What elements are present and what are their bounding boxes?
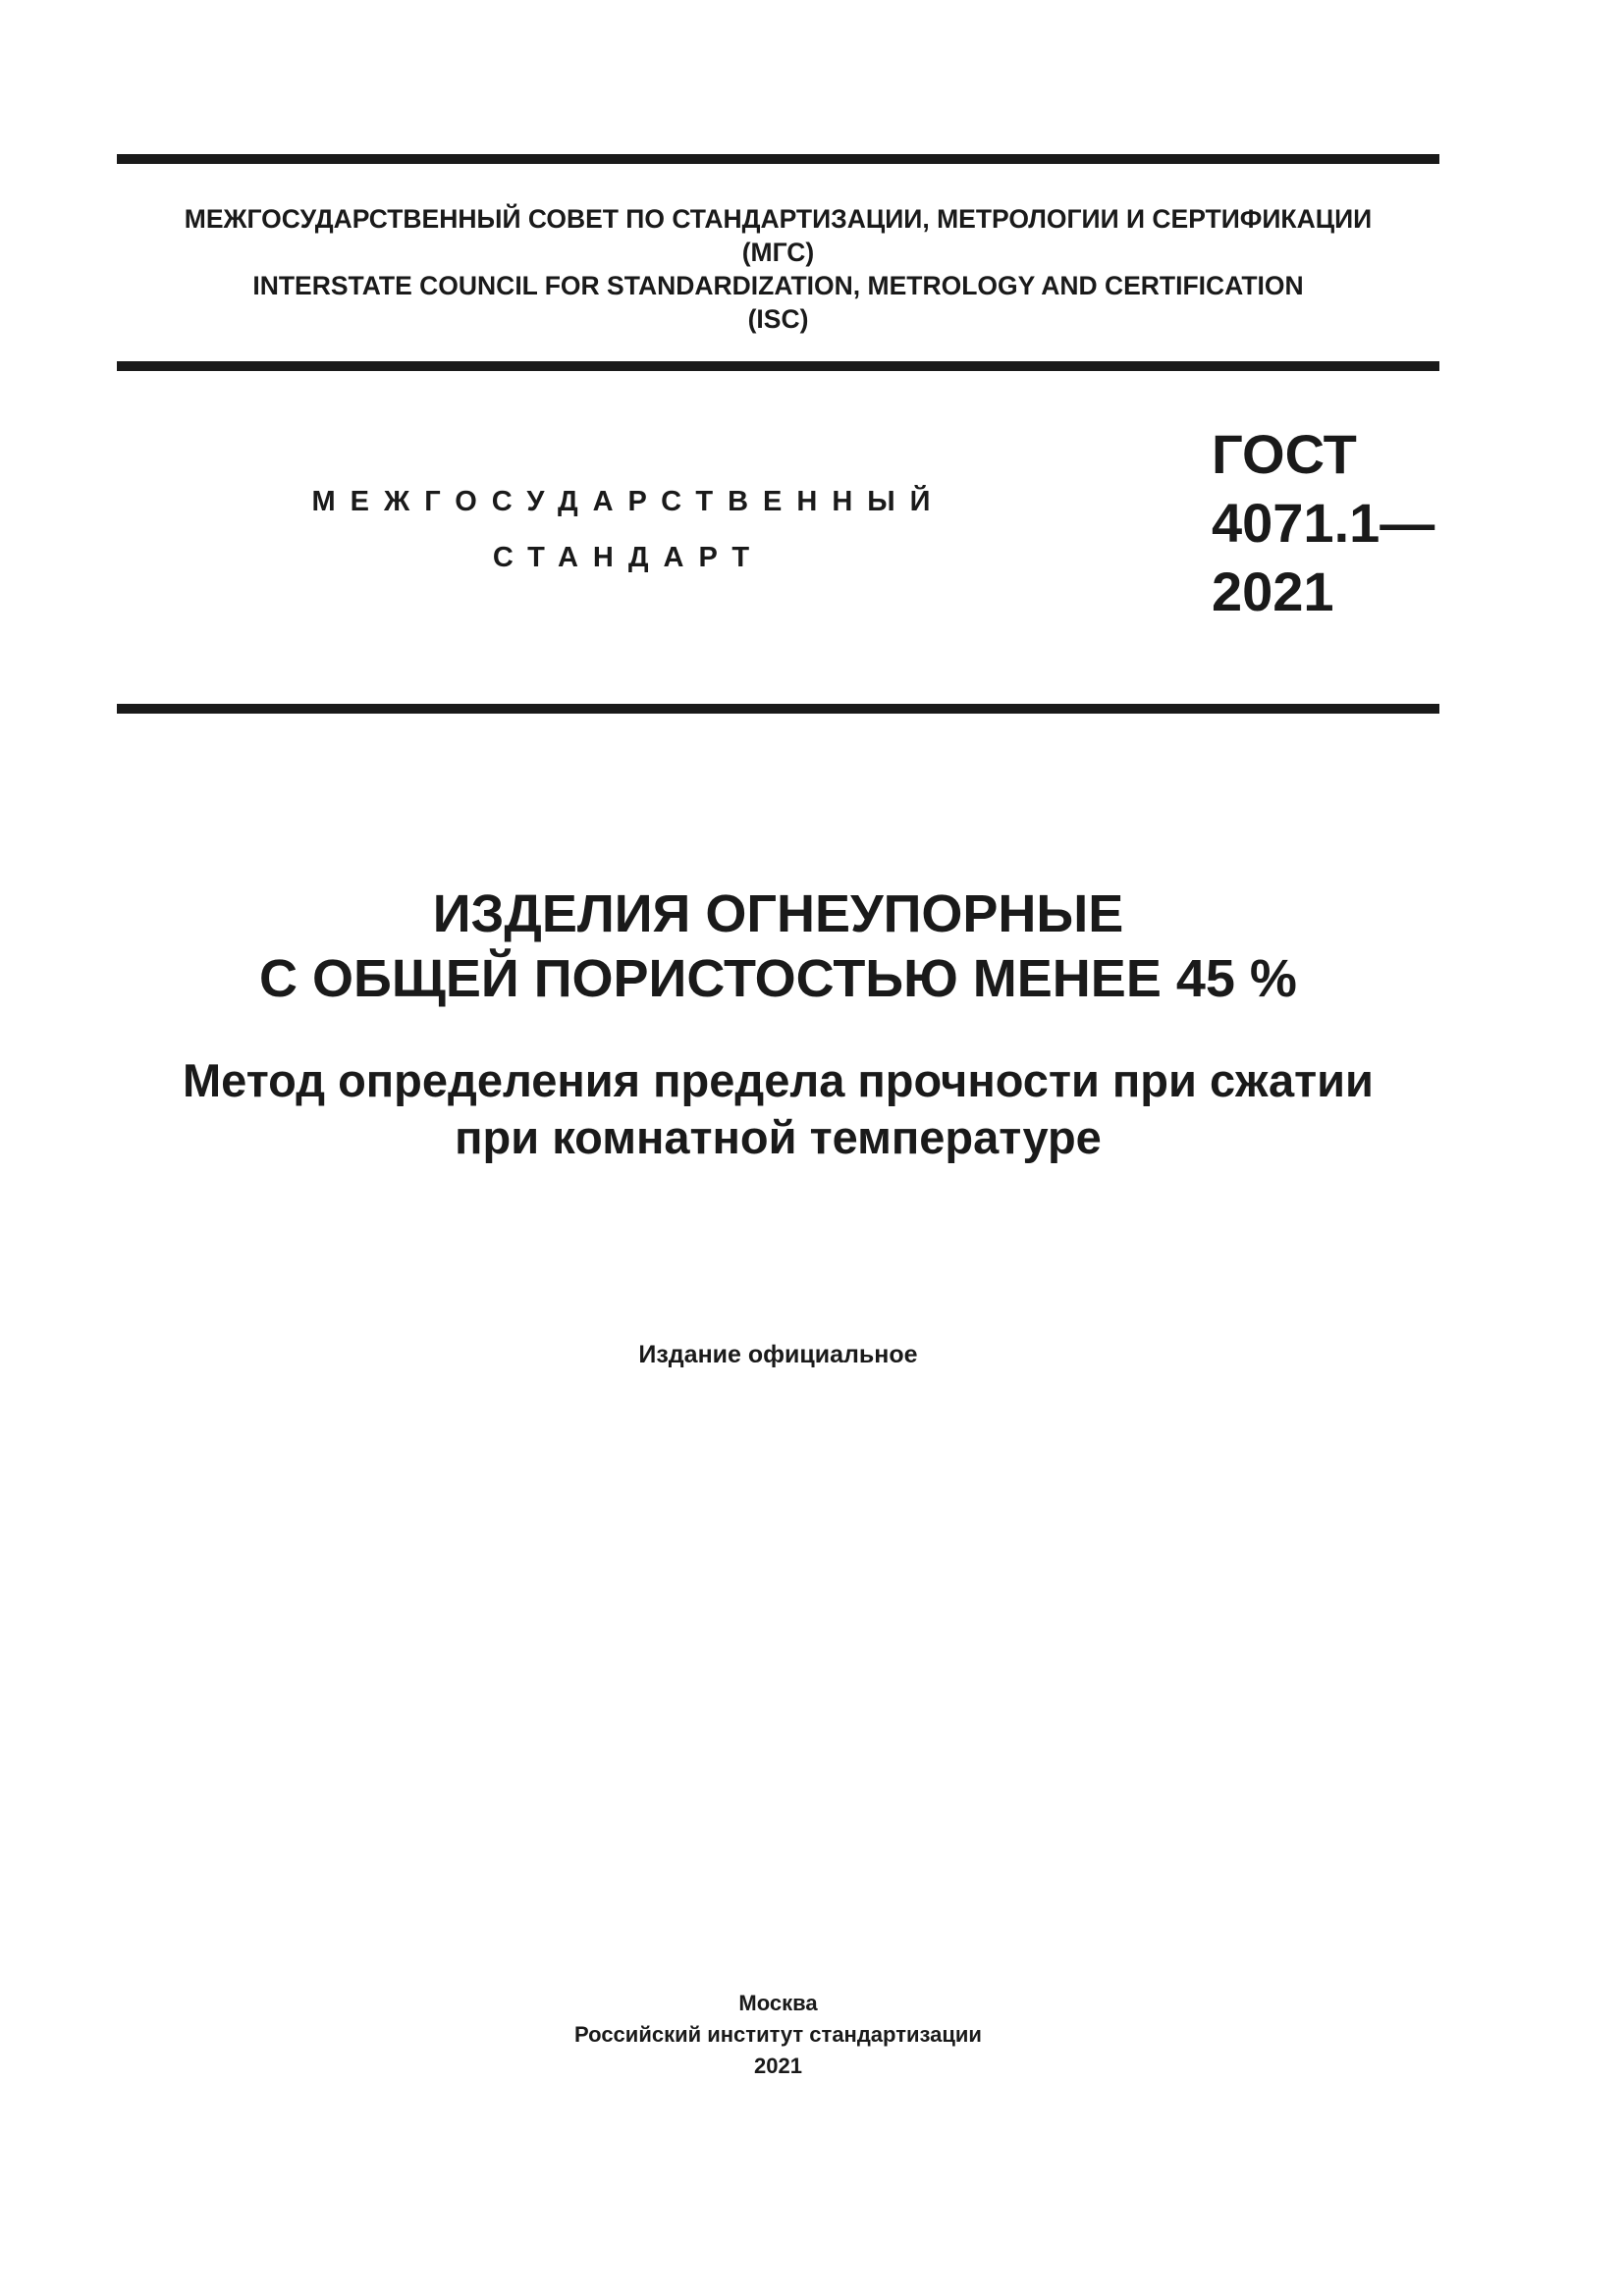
edition-note: Издание официальное [638, 1341, 918, 1368]
standard-number: 4071.1— [1212, 492, 1435, 554]
header-bottom-rule [117, 361, 1439, 371]
standard-designation [1212, 420, 1435, 626]
standard-prefix: ГОСТ [1212, 423, 1357, 485]
publisher-institute: Российский институт стандартизации [574, 2022, 982, 2047]
publisher-city: Москва [738, 1991, 818, 2015]
council-header [117, 202, 1439, 336]
subtitle-line1: Метод определения предела прочности при сжатии [183, 1054, 1374, 1106]
standard-kind-line2: СТАНДАРТ [492, 542, 765, 573]
council-abbr-en: (ISC) [747, 304, 809, 334]
title-line1: ИЗДЕЛИЯ ОГНЕУПОРНЫЕ [432, 884, 1124, 943]
standard-kind-line1: МЕЖГОСУДАРСТВЕННЫЙ [311, 486, 946, 517]
designation-bottom-rule [117, 704, 1439, 714]
title-line2: С ОБЩЕЙ ПОРИСТОСТЬЮ МЕНЕЕ 45 % [259, 949, 1297, 1008]
standard-kind [295, 474, 962, 586]
subtitle-line2: при комнатной температуре [455, 1111, 1102, 1163]
top-rule [117, 154, 1439, 164]
publisher-block [117, 1988, 1439, 2082]
publisher-year: 2021 [754, 2054, 802, 2078]
standard-year: 2021 [1212, 561, 1334, 622]
council-name-en: INTERSTATE COUNCIL FOR STANDARDIZATION, METROLOGY AND CERTIFICATION [252, 271, 1304, 300]
document-subtitle [117, 1052, 1439, 1166]
document-title [117, 881, 1439, 1011]
council-abbr-ru: (МГС) [741, 238, 815, 267]
council-name-ru: МЕЖГОСУДАРСТВЕННЫЙ СОВЕТ ПО СТАНДАРТИЗАЦИИ, МЕТРОЛОГИИ И СЕРТИФИКАЦИИ [184, 204, 1373, 234]
